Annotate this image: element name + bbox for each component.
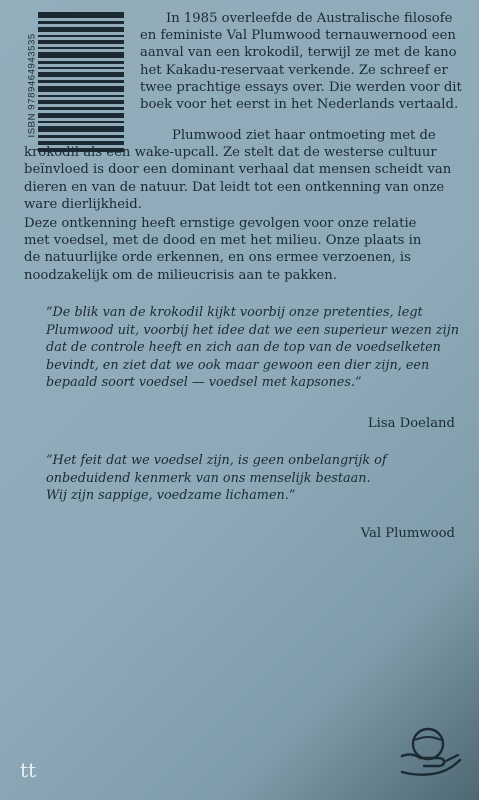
quote-attribution: Val Plumwood xyxy=(360,526,455,541)
quote-plumwood xyxy=(46,452,466,505)
quote-line: “Het feit dat we voedsel zijn, is geen onbelangrijk of xyxy=(46,453,387,468)
text-line: noodzakelijk om de milieucrisis aan te pakken. xyxy=(24,267,337,283)
quote-line: bevindt, en ziet dat we ook maar gewoon een dier zijn, een xyxy=(46,357,430,373)
text-line: boek voor het eerst in het Nederlands vertaald. xyxy=(140,97,459,113)
text-line: ware dierlijkheid. xyxy=(24,196,142,212)
text-line: en feministe Val Plumwood ternauwernood een xyxy=(140,28,456,44)
quote-line: dat de controle heeft en zich aan de top van de voedselketen xyxy=(46,340,441,355)
publisher-logo: tt xyxy=(20,758,37,782)
paragraph-wakeup xyxy=(24,127,464,213)
quote-line: bepaald soort voedsel — voedsel met kapsones.” xyxy=(46,375,362,390)
text-line: Plumwood ziet haar ontmoeting met de xyxy=(172,128,436,143)
quote-line: Wij zijn sappige, voedzame lichamen.” xyxy=(46,488,296,503)
text-line: krokodil als een wake-upcall. Ze stelt dat de westerse cultuur xyxy=(24,145,437,161)
text-line: de natuurlijke orde erkennen, en ons ermee verzoenen, is xyxy=(24,250,411,266)
paragraph-intro xyxy=(140,10,470,113)
quote-line: “De blik van de krokodil kijkt voorbij onze pretenties, legt xyxy=(46,305,423,320)
text-line: met voedsel, met de dood en met het milieu. Onze plaats in xyxy=(24,233,422,249)
text-line: beïnvloed is door een dominant verhaal dat mensen scheidt van xyxy=(24,162,452,178)
text-line: twee prachtige essays over. Die werden voor dit xyxy=(140,79,462,95)
quote-doeland xyxy=(46,304,466,392)
hand-holding-globe-icon xyxy=(398,722,470,782)
text-line: het Kakadu-reservaat verkende. Ze schreef er xyxy=(140,62,448,78)
quote-line: onbeduidend kenmerk van ons menselijk bestaan. xyxy=(46,470,371,486)
quote-attribution: Lisa Doeland xyxy=(367,416,455,431)
text-line: dieren en van de natuur. Dat leidt tot een ontkenning van onze xyxy=(24,179,445,195)
text-line: In 1985 overleefde de Australische filosofe xyxy=(166,11,453,26)
isbn-label: ISBN 9789464943535 xyxy=(26,33,38,138)
text-line: aanval van een krokodil, terwijl ze met de kano xyxy=(140,45,457,61)
quote-line: Plumwood uit, voorbij het idee dat we een superieur wezen zijn xyxy=(46,322,459,338)
paragraph-consequences xyxy=(24,215,464,284)
text-line: Deze ontkenning heeft ernstige gevolgen voor onze relatie xyxy=(24,216,417,231)
